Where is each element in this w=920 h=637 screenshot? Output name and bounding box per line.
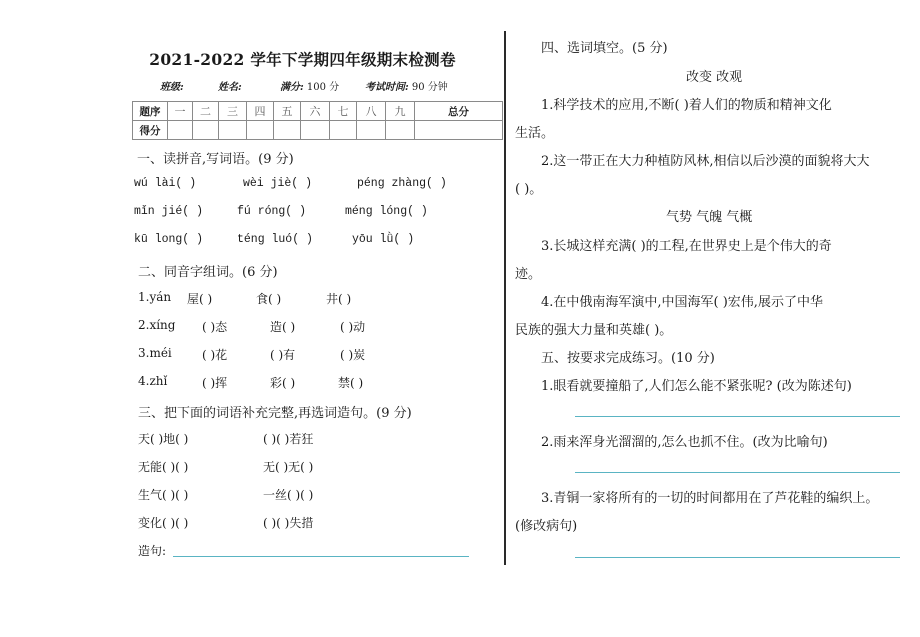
exam-time: 考试时间: 90 分钟: [365, 82, 448, 93]
q4-2-line2: ( )。: [515, 182, 543, 197]
idiom-item: 一丝( )( ): [263, 488, 314, 502]
q5-1: 1.眼看就要撞船了,人们怎么能不紧张呢? (改为陈述句): [541, 379, 852, 394]
section2-title: 二、同音字组词。(6 分): [138, 265, 278, 280]
q4-1-line2: 生活。: [515, 126, 555, 141]
homophone-item: 屋( ): [187, 292, 213, 306]
sentence-answer-line[interactable]: [173, 556, 469, 557]
table-cell: 一: [168, 102, 193, 121]
homophone-item: ( )挥: [202, 376, 228, 390]
homophone-item: ( )态: [202, 320, 228, 334]
q4-3-line2: 迹。: [515, 267, 542, 282]
pinyin-item: fú róng( ): [237, 205, 307, 218]
table-cell: 总分: [415, 102, 503, 121]
homophone-item: ( )动: [340, 320, 366, 334]
q5-3-answer-line[interactable]: [575, 557, 900, 558]
q4-3-line1: 3.长城这样充满( )的工程,在世界史上是个伟大的奇: [541, 239, 832, 254]
table-cell: 六: [301, 102, 330, 121]
word-choices-2: 气势 气魄 气概: [666, 210, 753, 225]
idiom-item: 无能( )( ): [138, 460, 189, 474]
homophone-item: ( )花: [202, 348, 228, 362]
homophone-item: 禁( ): [338, 376, 364, 390]
idiom-item: 无( )无( ): [263, 460, 314, 474]
score-input-cell[interactable]: [219, 121, 247, 140]
score-input-cell[interactable]: [168, 121, 193, 140]
homophone-item: 造( ): [270, 320, 296, 334]
q4-2-line1: 2.这一带正在大力种植防风林,相信以后沙漠的面貌将大大: [541, 154, 870, 169]
q4-4-line1: 4.在中俄南海军演中,中国海军( )宏伟,展示了中华: [541, 295, 823, 310]
section5-title: 五、按要求完成练习。(10 分): [541, 351, 715, 366]
class-label: 班级:: [160, 82, 184, 93]
pinyin-item: méng lóng( ): [345, 205, 428, 218]
q4-4-line2: 民族的强大力量和英雄( )。: [515, 323, 673, 338]
homophone-row-num: 4.zhǐ: [138, 374, 168, 388]
pinyin-item: téng luó( ): [237, 233, 313, 246]
homophone-item: ( )有: [270, 348, 296, 362]
section3-title: 三、把下面的词语补充完整,再选词造句。(9 分): [138, 406, 412, 421]
score-table-score-row: [133, 121, 503, 140]
score-input-cell[interactable]: [301, 121, 330, 140]
score-input-cell[interactable]: [193, 121, 219, 140]
score-table-header-row: [133, 102, 503, 121]
table-cell: 四: [247, 102, 274, 121]
idiom-item: ( )( )若狂: [263, 432, 314, 446]
homophone-item: 食( ): [256, 292, 282, 306]
table-cell: 八: [357, 102, 386, 121]
pinyin-item: yōu lǜ( ): [352, 233, 415, 246]
table-cell: 七: [330, 102, 357, 121]
sentence-label: 造句:: [138, 544, 167, 558]
table-cell: 得分: [133, 121, 168, 140]
q5-2: 2.雨来浑身光溜溜的,怎么也抓不住。(改为比喻句): [541, 435, 828, 450]
homophone-row-num: 2.xíng: [138, 318, 176, 332]
pinyin-item: kū long( ): [134, 233, 204, 246]
score-input-cell[interactable]: [415, 121, 503, 140]
score-input-cell[interactable]: [330, 121, 357, 140]
q4-1-line1: 1.科学技术的应用,不断( )着人们的物质和精神文化: [541, 98, 832, 113]
word-choices-1: 改变 改观: [686, 70, 743, 85]
table-cell: 三: [219, 102, 247, 121]
pinyin-item: péng zhàng( ): [357, 177, 447, 190]
score-input-cell[interactable]: [247, 121, 274, 140]
pinyin-item: wú lài( ): [134, 177, 197, 190]
section4-title: 四、选词填空。(5 分): [541, 41, 668, 56]
name-label: 姓名:: [218, 82, 242, 93]
homophone-item: ( )炭: [340, 348, 366, 362]
idiom-item: 天( )地( ): [138, 432, 189, 446]
pinyin-item: wèi jiè( ): [243, 177, 313, 190]
table-cell: 二: [193, 102, 219, 121]
q5-1-answer-line[interactable]: [575, 416, 900, 417]
score-input-cell[interactable]: [274, 121, 301, 140]
score-input-cell[interactable]: [386, 121, 415, 140]
exam-title: 2021-2022 学年下学期四年级期末检测卷: [149, 50, 456, 69]
score-table: [132, 101, 503, 140]
section1-title: 一、读拼音,写词语。(9 分): [137, 152, 294, 167]
homophone-item: 彩( ): [270, 376, 296, 390]
table-cell: 五: [274, 102, 301, 121]
idiom-item: 变化( )( ): [138, 516, 189, 530]
q5-3-line2: (修改病句): [515, 519, 578, 534]
column-divider: [504, 31, 506, 565]
score-input-cell[interactable]: [357, 121, 386, 140]
table-cell: 题序: [133, 102, 168, 121]
q5-3-line1: 3.青铜一家将所有的一切的时间都用在了芦花鞋的编织上。: [541, 491, 879, 506]
homophone-row-num: 1.yán: [138, 290, 172, 304]
q5-2-answer-line[interactable]: [575, 472, 900, 473]
table-cell: 九: [386, 102, 415, 121]
idiom-item: 生气( )( ): [138, 488, 189, 502]
idiom-item: ( )( )失措: [263, 516, 314, 530]
homophone-item: 井( ): [326, 292, 352, 306]
homophone-row-num: 3.méi: [138, 346, 172, 360]
full-score: 满分: 100 分: [280, 82, 340, 93]
pinyin-item: mǐn jié( ): [134, 205, 204, 218]
